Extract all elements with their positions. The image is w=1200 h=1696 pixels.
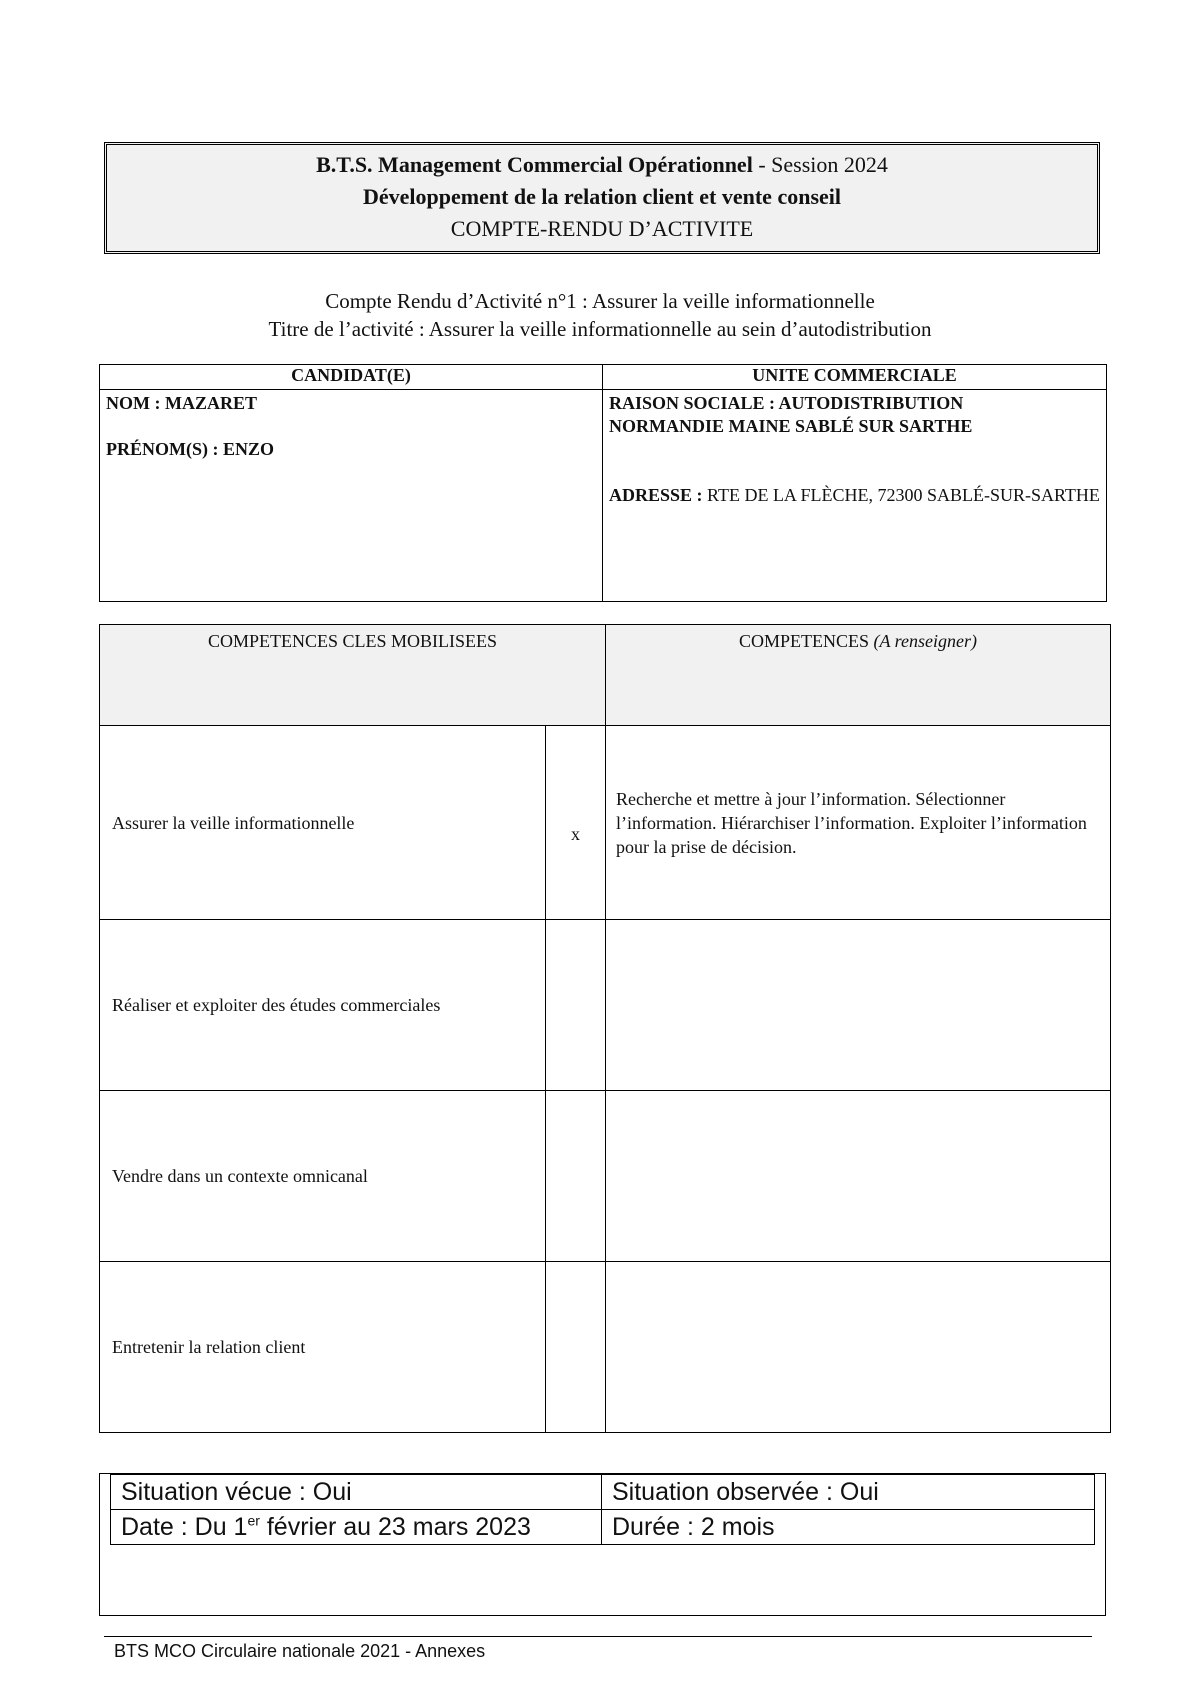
competence-description <box>606 1262 1111 1433</box>
candidate-table <box>99 364 1107 602</box>
competence-mark <box>546 920 606 1091</box>
candidate-name: NOM : MAZARET <box>106 393 257 413</box>
table-row <box>100 1262 1111 1433</box>
competence-mark <box>546 1091 606 1262</box>
competence-mark: x <box>546 726 606 920</box>
company-address: ADRESSE : RTE DE LA FLÈCHE, 72300 SABLÉ-SUR-SARTHE <box>609 485 1100 505</box>
competences-header: COMPETENCES (A renseigner) <box>606 625 1111 726</box>
document-header <box>104 142 1100 254</box>
header-line-2: Développement de la relation client et vente conseil <box>363 184 841 209</box>
table-row <box>100 920 1111 1091</box>
footer-divider <box>104 1636 1092 1637</box>
candidate-header: CANDIDAT(E) <box>100 365 603 390</box>
competence-mark <box>546 1262 606 1433</box>
competence-label: Entretenir la relation client <box>100 1262 546 1433</box>
page-footer: BTS MCO Circulaire nationale 2021 - Annexes <box>114 1641 486 1661</box>
header-line-3: COMPTE-RENDU D’ACTIVITE <box>450 216 754 241</box>
table-row <box>100 726 1111 920</box>
competence-description: Recherche et mettre à jour l’information. Sélectionner l’information. Hiérarchiser l’information. Exploiter l’information pour la prise de décision. <box>606 726 1111 920</box>
candidate-firstname: PRÉNOM(S) : ENZO <box>106 439 274 459</box>
competences-table <box>99 624 1111 1433</box>
competence-label: Réaliser et exploiter des études commerciales <box>100 920 546 1091</box>
situation-duration: Durée : 2 mois <box>602 1510 1095 1545</box>
activity-title: Compte Rendu d’Activité n°1 : Assurer la veille informationnelle <box>325 289 875 313</box>
competence-label: Assurer la veille informationnelle <box>100 726 546 920</box>
situation-table <box>110 1474 1095 1545</box>
company-name: RAISON SOCIALE : AUTODISTRIBUTION NORMANDIE MAINE SABLÉ SUR SARTHE <box>609 393 973 436</box>
competence-description <box>606 1091 1111 1262</box>
situation-observed: Situation observée : Oui <box>602 1475 1095 1510</box>
competence-label: Vendre dans un contexte omnicanal <box>100 1091 546 1262</box>
situation-lived: Situation vécue : Oui <box>111 1475 602 1510</box>
activity-subtitle: Titre de l’activité : Assurer la veille informationnelle au sein d’autodistribution <box>268 317 932 341</box>
unit-cell <box>603 390 1107 602</box>
header-line-1: B.T.S. Management Commercial Opérationnel - Session 2024 <box>316 152 888 177</box>
table-row <box>100 1091 1111 1262</box>
unit-header: UNITE COMMERCIALE <box>603 365 1107 390</box>
situation-date: Date : Du 1er février au 23 mars 2023 <box>111 1510 602 1545</box>
key-competences-header: COMPETENCES CLES MOBILISEES <box>100 625 606 726</box>
candidate-cell <box>100 390 603 602</box>
competence-description <box>606 920 1111 1091</box>
